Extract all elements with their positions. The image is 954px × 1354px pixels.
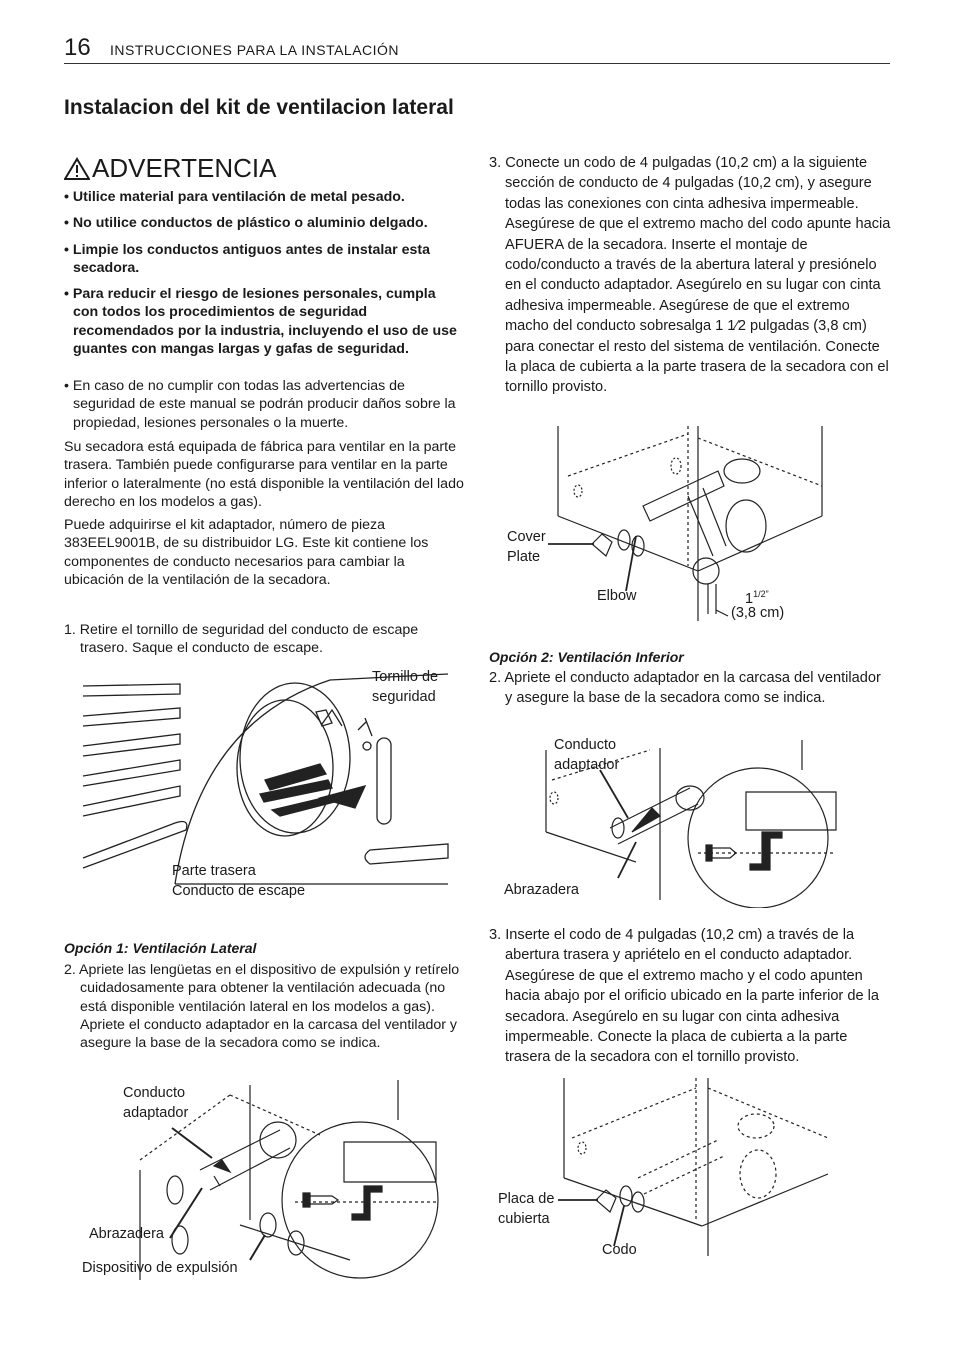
label-rear-exhaust-duct-line: Parte trasera: [172, 863, 256, 879]
running-title: INSTRUCCIONES PARA LA INSTALACIÓN: [110, 42, 400, 58]
page-number: 16: [64, 34, 91, 61]
label-dimension-cm: (3,8 cm): [731, 605, 785, 621]
label-cover-plate-line: Cover: [507, 529, 546, 545]
step-3-bottom: [489, 925, 891, 1068]
label-rear-exhaust-duct: [172, 861, 305, 901]
label-rear-exhaust-duct-line: Conducto de escape: [172, 883, 306, 899]
label-adapter-duct-bottom-line: adaptador: [554, 757, 620, 773]
step-2-bottom: [489, 668, 891, 709]
label-clamp: Abrazadera: [89, 1226, 164, 1242]
step-2-lateral-text: 2. Apriete las lengüetas en el dispositivo de expulsión y retírelo cuidadosamente para obtener la ventilación adecuada (no está disponible ventilación lateral en los modelos a gas). Apriete el conducto adaptador en la carcasa del ventilador y asegure la base de la secadora como se indica.: [64, 962, 460, 1052]
label-security-screw: [372, 667, 438, 707]
option-1-title: Opción 1: Ventilación Lateral: [64, 940, 257, 956]
warning-bullet: • Limpie los conductos antiguos antes de instalar esta secadora.: [64, 241, 431, 276]
warning-note: [64, 377, 464, 432]
label-cover-plate: [507, 527, 546, 567]
intro-paragraphs: [64, 438, 464, 589]
label-cover-plate-bottom: [498, 1189, 554, 1229]
intro-paragraph: Puede adquirirse el kit adaptador, número de pieza 383EEL9001B, de su distribuidor LG. Este kit contiene los componentes de conducto necesarios para cambiar la ubicación de la ventilación de la secadora.: [64, 517, 429, 589]
warning-bullet: • Utilice material para ventilación de metal pesado.: [64, 189, 405, 205]
label-elbow: Elbow: [597, 588, 637, 604]
warning-bullets: [64, 188, 464, 358]
label-adapter-duct: [123, 1083, 188, 1123]
label-cover-plate-line: Plate: [507, 549, 541, 565]
label-adapter-duct-line: Conducto: [123, 1085, 186, 1101]
step-2-lateral: [64, 961, 464, 1052]
intro-paragraph: Su secadora está equipada de fábrica para ventilar en la parte trasera. También puede configurarse para ventilar en la parte inferior o lateralmente (no está disponible la ventilación del lado derecho en los modelos a gas).: [64, 439, 464, 510]
label-exhaust-device: Dispositivo de expulsión: [82, 1260, 238, 1276]
label-cover-plate-bottom-line: Placa de: [498, 1191, 555, 1207]
warning-triangle-icon: [64, 157, 90, 181]
dimension-whole: 1: [745, 590, 754, 607]
figure-elbow-cover-plate: [548, 426, 828, 622]
label-elbow-bottom: Codo: [602, 1242, 637, 1258]
step-2-bottom-text: 2. Apriete el conducto adaptador en la carcasa del ventilador y asegure la base de la secadora como se indica.: [489, 670, 881, 707]
label-clamp-bottom: Abrazadera: [504, 882, 579, 898]
dimension-fraction: 1/2”: [753, 589, 769, 599]
label-security-screw-line: seguridad: [372, 689, 436, 705]
step-1: [64, 621, 464, 658]
step-3-lateral: [489, 153, 891, 398]
label-security-screw-line: Tornillo de: [372, 669, 439, 685]
warning-bullet: • No utilice conductos de plástico o aluminio delgado.: [64, 215, 428, 232]
warning-note-text: • En caso de no cumplir con todas las advertencias de seguridad de este manual se podrán producir daños sobre la propiedad, lesiones personales o la muerte.: [64, 378, 456, 431]
label-cover-plate-bottom-line: cubierta: [498, 1211, 550, 1227]
warning-bullet: • Para reducir el riesgo de lesiones personales, cumpla con todos los procedimientos de seguridad recomendados por la industria, incluyendo el uso de use guantes con mangas largas y gafas de seguridad.: [64, 286, 457, 358]
label-adapter-duct-line: adaptador: [123, 1105, 189, 1121]
label-adapter-duct-bottom: [554, 735, 619, 775]
warning-title: ADVERTENCIA: [92, 153, 277, 183]
section-title: Instalacion del kit de ventilacion lateral: [64, 96, 454, 119]
warning-heading: [64, 153, 276, 184]
figure-bottom-elbow-cover: [558, 1078, 858, 1258]
step-3-bottom-text: 3. Inserte el codo de 4 pulgadas (10,2 cm) a través de la abertura trasera y apriételo en el conducto adaptador. Asegúrese de que el extremo macho y el codo apunten hacia abajo por el orificio ubicado en la parte inferior de la secadora. Asegúrelo en su lugar con cinta adhesiva impermeable. Conecte la placa de cubierta a la parte trasera de la secadora con el tornillo provisto.: [489, 927, 879, 1066]
step-3-lateral-text: 3. Conecte un codo de 4 pulgadas (10,2 cm) a la siguiente sección de conducto de 4 pulgadas (10,2 cm), y asegure todas las conexiones con cinta adhesiva impermeable. Asegúrese de que el extremo macho del codo apunte hacia AFUERA de la secadora. Inserte el montaje de codo/conducto a través de la abertura lateral y presiónelo en el conducto adaptador. Asegúrelo en su lugar con cinta adhesiva impermeable. Asegúrese de que el extremo macho del conducto sobresalga 1 1⁄2 pulgadas (3,8 cm) para conectar el resto del sistema de ventilación. Conecte la placa de cubierta a la parte trasera de la secadora con el tornillo provisto.: [489, 155, 891, 396]
option-2-title: Opción 2: Ventilación Inferior: [489, 649, 684, 665]
header-rule: [64, 63, 890, 64]
step-1-text: 1. Retire el tornillo de seguridad del conducto de escape trasero. Saque el conducto de escape.: [64, 622, 419, 657]
label-adapter-duct-bottom-line: Conducto: [554, 737, 617, 753]
